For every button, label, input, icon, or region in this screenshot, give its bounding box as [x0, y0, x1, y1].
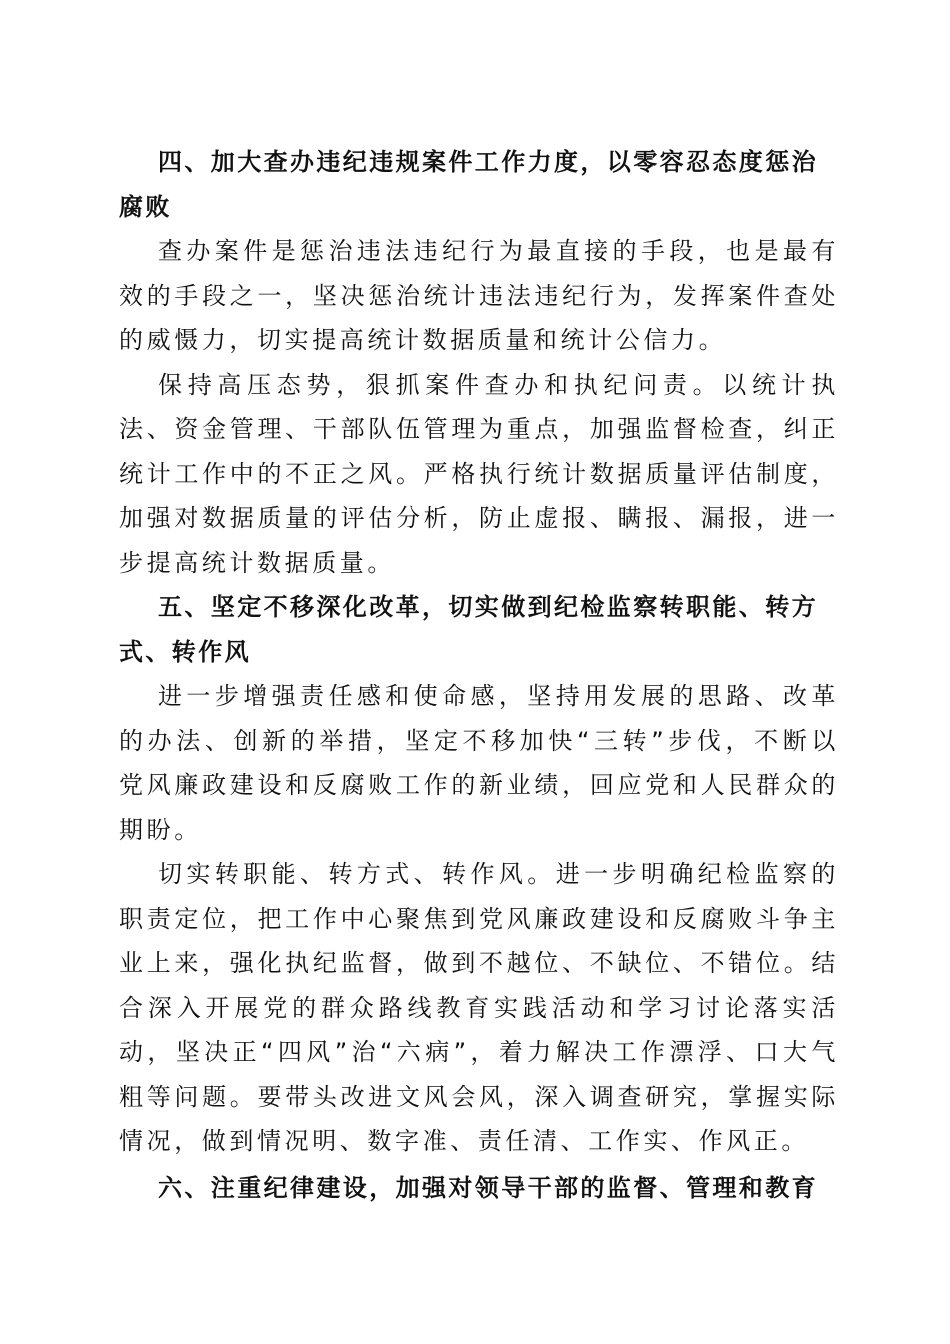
document-body	[119, 140, 839, 1210]
section-4-paragraph-2: 保持高压态势，狠抓案件查办和执纪问责。以统计执法、资金管理、干部队伍管理为重点，加强监督检查，纠正统计工作中的不正之风。严格执行统计数据质量评估制度，加强对数据质量的评估分析，防止虚报、瞒报、漏报，进一步提高统计数据质量。	[119, 370, 839, 577]
section-4-paragraph-1: 查办案件是惩治违法违纪行为最直接的手段，也是最有效的手段之一，坚决惩治统计违法违纪行为，发挥案件查处的威慑力，切实提高统计数据质量和统计公信力。	[119, 237, 839, 354]
section-heading-5: 五、坚定不移深化改革，切实做到纪检监察转职能、转方式、转作风	[119, 593, 818, 666]
section-5-paragraph-2: 切实转职能、转方式、转作风。进一步明确纪检监察的职责定位，把工作中心聚焦到党风廉政建设和反腐败斗争主业上来，强化执纪监督，做到不越位、不缺位、不错位。结合深入开展党的群众路线教育实践活动和学习讨论落实活动，坚决正“四风”治“六病”，着力解决工作漂浮、口大气粗等问题。要带头改进文风会风，深入调查研究，掌握实际情况，做到情况明、数字准、责任清、工作实、作风正。	[119, 860, 839, 1155]
section-heading-4: 四、加大查办违纪违规案件工作力度，以零容忍态度惩治腐败	[119, 148, 818, 221]
section-heading-6: 六、注重纪律建设，加强对领导干部的监督、管理和教育	[158, 1173, 818, 1202]
section-5-paragraph-1: 进一步增强责任感和使命感，坚持用发展的思路、改革的办法、创新的举措，坚定不移加快“三转”步伐，不断以党风廉政建设和反腐败工作的新业绩，回应党和人民群众的期盼。	[119, 682, 839, 844]
